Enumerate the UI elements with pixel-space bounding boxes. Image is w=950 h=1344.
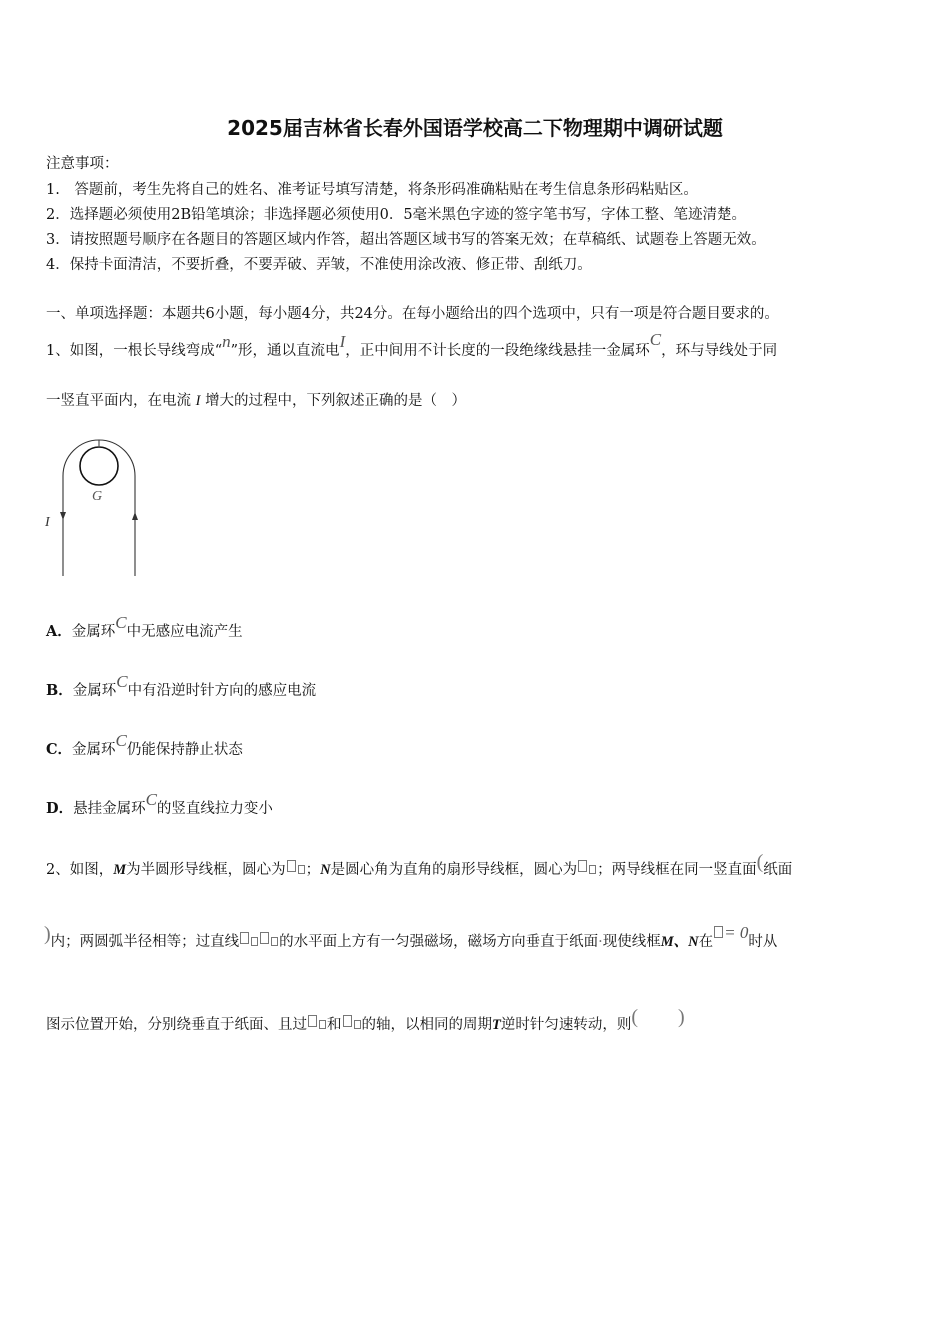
notice-item-3: 3．请按照题号顺序在各题目的答题区域内作答，超出答题区域书写的答案无效；在草稿纸、试题卷上答题无效。 — [46, 232, 766, 248]
wire-left — [63, 440, 135, 576]
question-1-line-1: 1、如图，一根长导线弯成“n”形，通以直流电I，正中间用不计长度的一段绝缘线悬挂一金属环C，环与导线处于同 — [46, 330, 778, 359]
option-d[interactable]: D．悬挂金属环C的竖直线拉力变小 — [46, 790, 273, 817]
symbol-C: C — [649, 330, 662, 349]
metal-ring — [80, 447, 118, 485]
question-2-line-3: 图示位置开始，分别绕垂直于纸面、且过 和 的轴，以相同的周期T逆时针匀速转动，则( ) — [46, 1006, 685, 1033]
arrow-down — [60, 512, 66, 520]
option-a[interactable]: A．金属环C中无感应电流产生 — [46, 613, 243, 640]
notice-item-2: 2．选择题必须使用2B铅笔填涂；非选择题必须使用0．5毫米黑色字迹的签字笔书写，字体工整、笔迹清楚。 — [46, 207, 747, 223]
notice-item-1: 1. 答题前，考生先将自己的姓名、准考证号填写清楚，将条形码准确粘贴在考生信息条形码粘贴区。 — [46, 182, 698, 198]
question-1-figure — [40, 416, 150, 581]
missing-glyph — [287, 860, 296, 872]
section-heading: 一、单项选择题：本题共6小题，每小题4分，共24分。在每小题给出的四个选项中，只有一项是符合题目要求的。 — [46, 306, 779, 322]
question-2-line-1: 2、如图，M为半圆形导线框，圆心为 ；N是圆心角为直角的扇形导线框，圆心为 ；两导线框在同一竖直面(纸面 — [46, 851, 793, 878]
symbol-I: I — [195, 393, 201, 409]
ring-label: G — [92, 489, 103, 504]
open-paren: ( — [756, 851, 764, 873]
arrow-up — [132, 512, 138, 520]
close-paren: ) — [44, 923, 51, 945]
page-title: 2025届吉林省长春外国语学校高二下物理期中调研试题 — [227, 116, 723, 140]
notice-item-4: 4．保持卡面清洁，不要折叠，不要弄破、弄皱，不准使用涂改液、修正带、刮纸刀。 — [46, 257, 592, 273]
answer-paren: ( ) — [631, 1006, 685, 1028]
question-2-line-2: )内；两圆弧半径相等；过直线 的水平面上方有一匀强磁场，磁场方向垂直于纸面·现使线框M、N在 = 0时从 — [44, 923, 778, 950]
symbol-n: n — [222, 332, 231, 351]
notice-heading: 注意事项： — [46, 156, 119, 172]
question-1-line-2: 一竖直平面内，在电流 I 增大的过程中，下列叙述正确的是（ ） — [46, 393, 467, 409]
option-c[interactable]: C．金属环C仍能保持静止状态 — [46, 731, 243, 758]
symbol-I: I — [339, 332, 346, 351]
current-label: I — [45, 515, 50, 530]
option-b[interactable]: B．金属环C中有沿逆时针方向的感应电流 — [46, 672, 317, 699]
